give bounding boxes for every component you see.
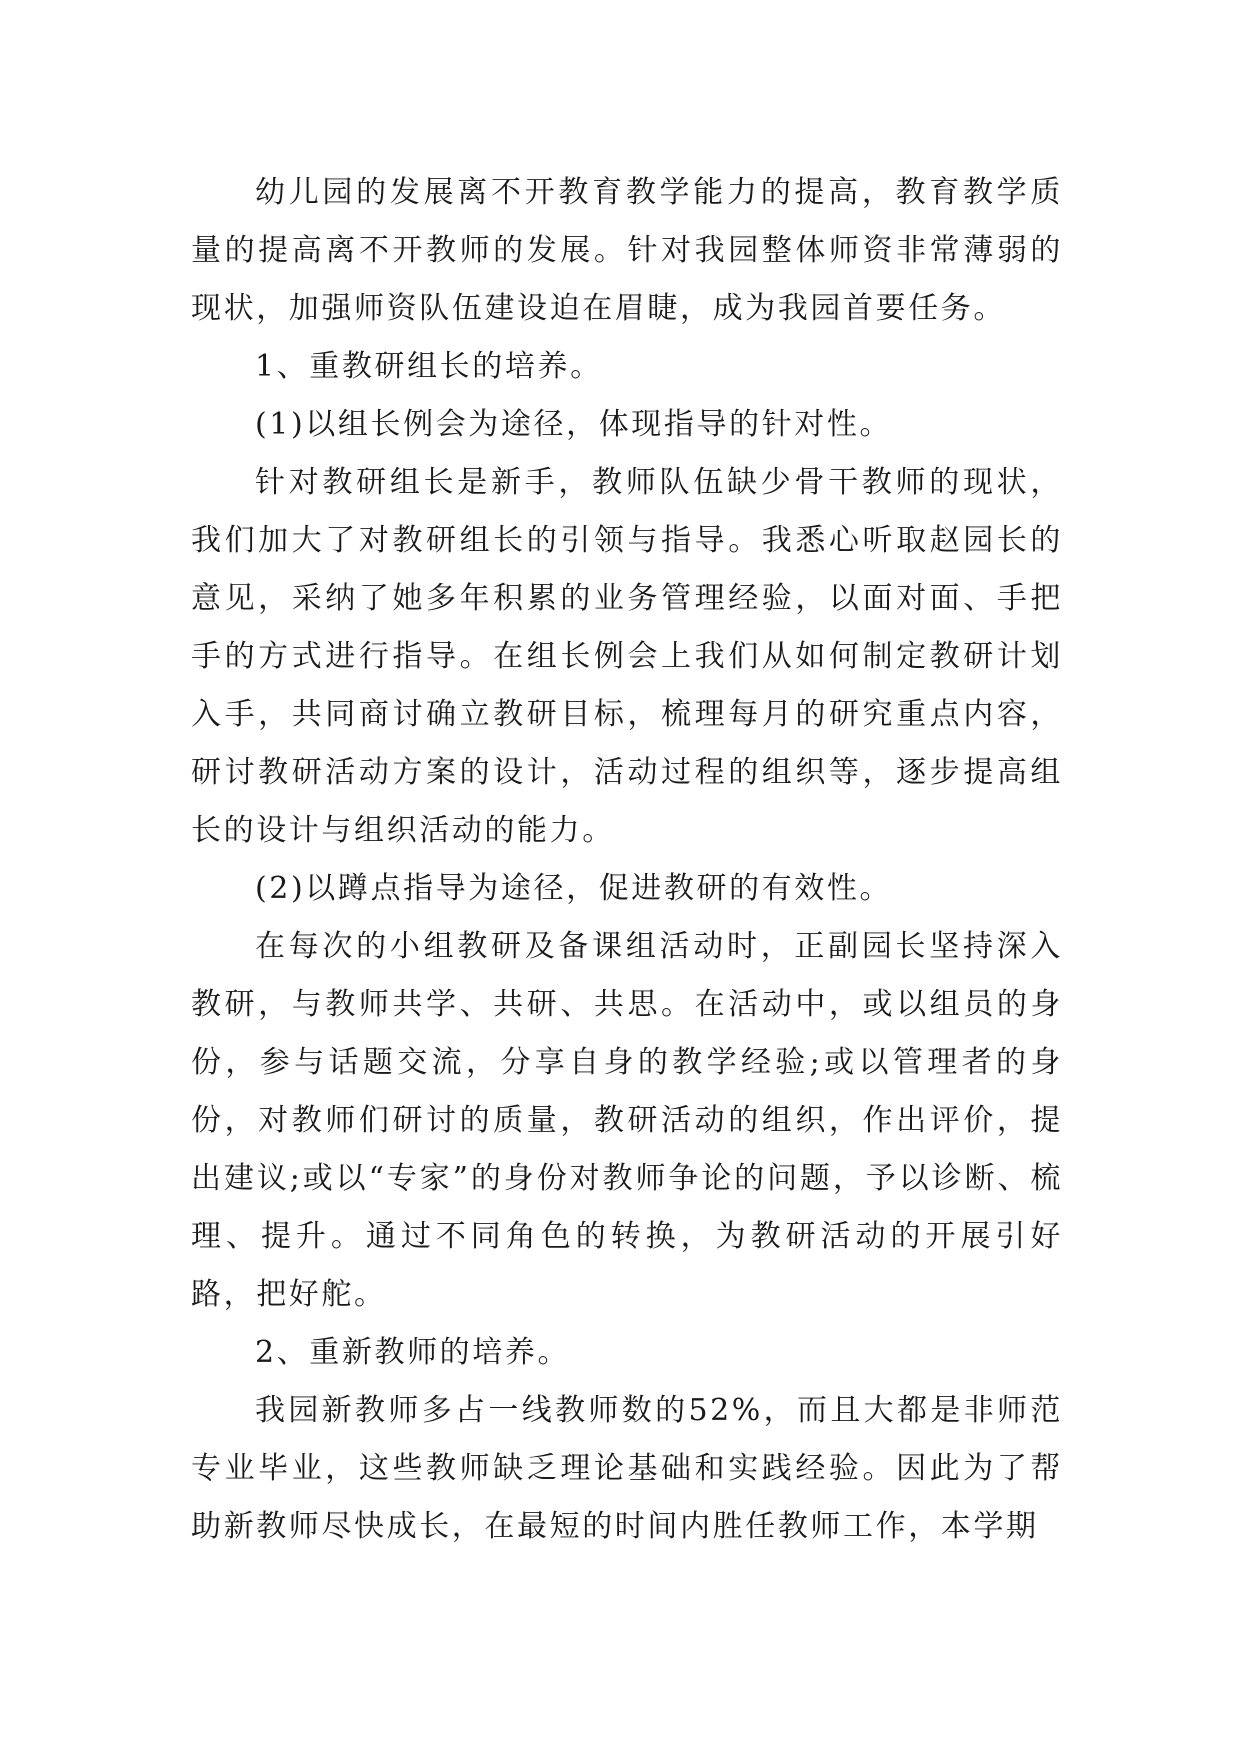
paragraph-1-2: 在每次的小组教研及备课组活动时，正副园长坚持深入教研，与教师共学、共研、共思。在活动中，或以组员的身份，参与话题交流，分享自身的教学经验;或以管理者的身份，对教师们研讨的质量，教研活动的组织，作出评价，提出建议;或以“专家”的身份对教师争论的问题，予以诊断、梳理、提升。通过不同角色的转换，为教研活动的开展引好路，把好舵。 [191,929,1063,1312]
subsection-heading-1-1: (1)以组长例会为途径，体现指导的针对性。 [255,407,893,442]
section-heading-1: 1、重教研组长的培养。 [255,349,603,384]
subsection-heading-1-2: (2)以蹲点指导为途径，促进教研的有效性。 [255,871,893,906]
paragraph-1-1: 针对教研组长是新手，教师队伍缺少骨干教师的现状，我们加大了对教研组长的引领与指导。我悉心听取赵园长的意见，采纳了她多年积累的业务管理经验，以面对面、手把手的方式进行指导。在组长例会上我们从如何制定教研计划入手，共同商讨确立教研目标，梳理每月的研究重点内容，研讨教研活动方案的设计，活动过程的组织等，逐步提高组长的设计与组织活动的能力。 [191,465,1063,848]
paragraph-intro: 幼儿园的发展离不开教育教学能力的提高，教育教学质量的提高离不开教师的发展。针对我园整体师资非常薄弱的现状，加强师资队伍建设迫在眉睫，成为我园首要任务。 [191,175,1063,326]
paragraph-2: 我园新教师多占一线教师数的52%，而且大都是非师范专业毕业，这些教师缺乏理论基础和实践经验。因此为了帮助新教师尽快成长，在最短的时间内胜任教师工作，本学期 [191,1393,1063,1544]
document-body [191,164,1063,1556]
section-heading-2: 2、重新教师的培养。 [255,1335,571,1370]
